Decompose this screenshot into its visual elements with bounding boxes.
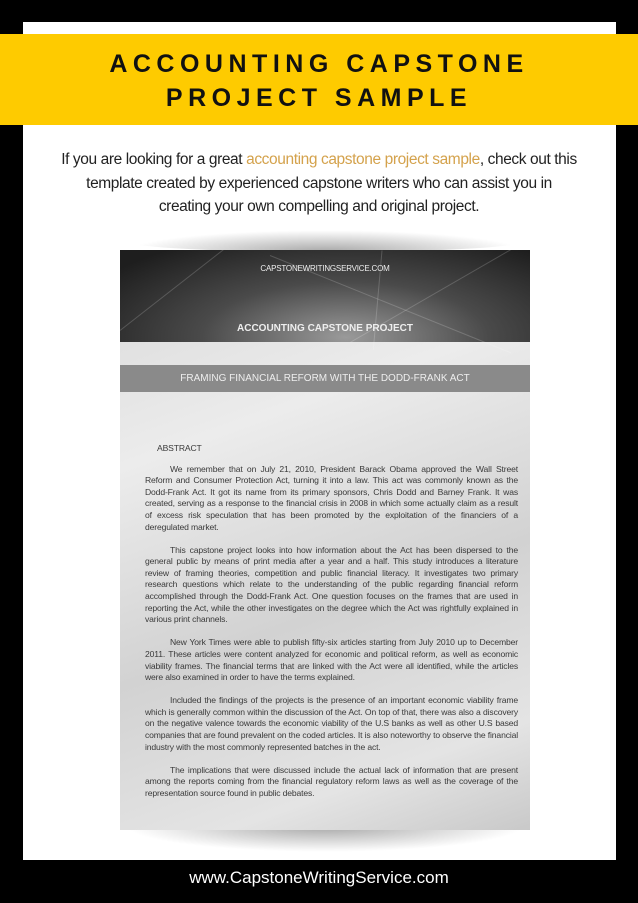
title-banner [0,34,638,125]
intro-link[interactable]: accounting capstone project sample [246,151,480,168]
document-preview [120,250,530,830]
paragraph: We remember that on July 21, 2010, President Barack Obama approved the Wall Street Reform and Consumer Protection Act, turning it into a law. This act was commonly known as the Dodd-Frank Act. It got its name from its primary sponsors, Chris Dodd and Barney Frank. It was created, serving as a response to the financial crisis in 2008 in which some actually claim as a result of excess risk speculation that has been promoted by the exploitation of the financiers of a deregulated market. [145,463,518,532]
paragraph: Included the findings of the projects is the presence of an important economic viability frame which is generally common within the discussion of the Act. On top of that, there was also a discovery on the negative valence towards the economic viability of the U.S banks as well as other U.S based companies that are found prevalent on the coded articles. It is also noteworthy to observe the financial industry with the most commonly represented batches in the act. [145,695,518,752]
title-line-2: PROJECT SAMPLE [165,84,473,112]
document-shadow-top [125,230,525,252]
paragraph: This capstone project looks into how information about the Act has been dispersed to the general public by means of print media after a year and a half. This study introduces a literature review of framing theories, competition and public financial literacy. It investigates two primary research questions which relate to the understanding of the public regarding financial reform accomplished through the Dodd-Frank Act. One question focuses on the frames that are used in reporting the Act, while the other investigates on the degree which the Act was rightfully explained in various print channels. [145,544,518,625]
document-subtitle: FRAMING FINANCIAL REFORM WITH THE DODD-FRANK ACT [120,365,530,392]
document-title: ACCOUNTING CAPSTONE PROJECT [237,323,413,334]
intro-before: If you are looking for a great [61,151,247,168]
document-header [120,250,530,342]
footer-url[interactable]: www.CapstoneWritingService.com [189,868,449,887]
intro-text [60,148,578,219]
document-site: CAPSTONEWRITINGSERVICE.COM [260,264,390,273]
abstract-heading: ABSTRACT [157,443,202,453]
title-line-1: ACCOUNTING CAPSTONE [109,50,529,78]
paragraph: The implications that were discussed include the actual lack of information that are present among the reports coming from the financial regulatory reform laws as well as the coverage of the representation source found in public debates. [145,764,518,798]
paragraph: New York Times were able to publish fifty-six articles starting from July 2010 up to December 2011. These articles were content analyzed for economic and political reform, as well as economic viability frames. The financial terms that are linked with the Act were all identified, while the articles were also examined in order to have the terms explained. [145,637,518,683]
page-title [0,34,638,115]
document-body [145,443,518,811]
intro-after: , check out this template created by experienced capstone writers who can assist you in creating your own compelling and original project. [86,151,577,215]
